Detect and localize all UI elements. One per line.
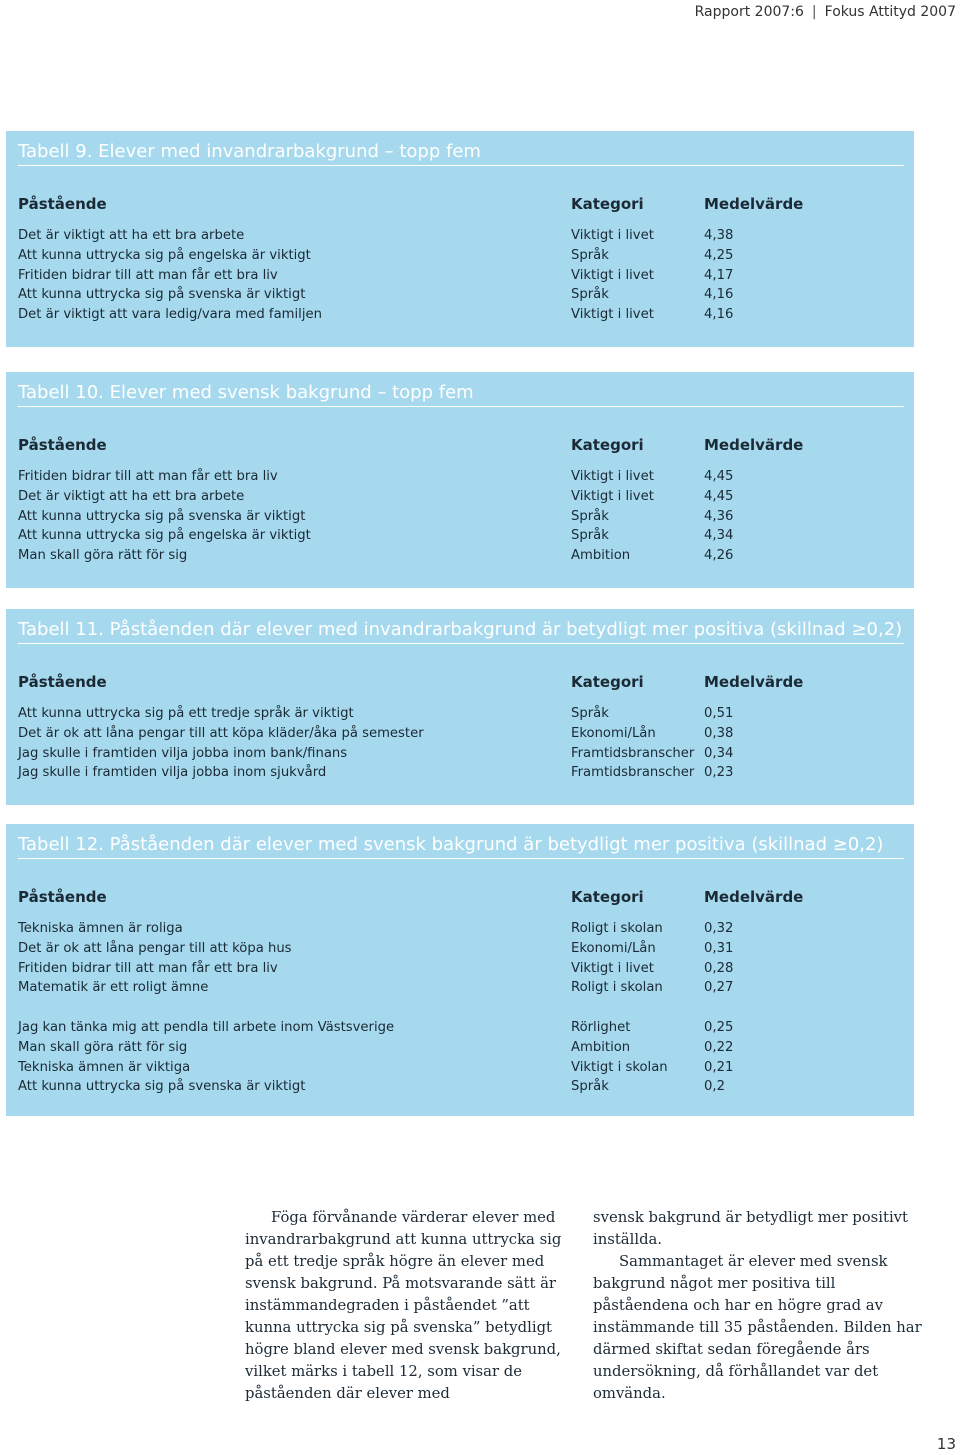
statement-cell: Att kunna uttrycka sig på svenska är viktigt: [18, 508, 306, 524]
category-cell: Språk: [571, 247, 609, 263]
mean-cell: 0,28: [704, 960, 734, 976]
table-row: [18, 509, 914, 529]
table-header-row: [18, 673, 914, 693]
column-header-mean: Medelvärde: [704, 195, 804, 213]
mean-cell: 4,38: [704, 228, 734, 243]
statement-cell: Jag kan tänka mig att pendla till arbete inom Västsverige: [18, 1019, 395, 1035]
body-column-right: [593, 1207, 923, 1405]
table-9-panel: [6, 131, 914, 347]
mean-cell: 0,21: [704, 1059, 734, 1075]
table-body: [18, 706, 914, 785]
table-title: Tabell 11. Påståenden där elever med invandrarbakgrund är betydligt mer positiva (skillnad ≥0,2): [18, 619, 904, 644]
mean-cell: 4,36: [704, 508, 734, 524]
column-header-statement: Påstående: [18, 436, 107, 454]
mean-cell: 4,34: [704, 528, 734, 544]
table-header-row: [18, 195, 914, 215]
category-cell: Språk: [571, 1079, 609, 1095]
table-12-panel: [6, 824, 914, 1116]
table-header-row: [18, 888, 914, 908]
column-header-mean: Medelvärde: [704, 436, 804, 454]
category-cell: Viktigt i livet: [571, 267, 654, 283]
table-row: [18, 287, 914, 307]
category-cell: Ekonomi/Lån: [571, 940, 656, 956]
mean-cell: 0,22: [704, 1039, 734, 1055]
category-cell: Rörlighet: [571, 1019, 631, 1035]
category-cell: Roligt i skolan: [571, 980, 663, 996]
mean-cell: 4,16: [704, 307, 734, 323]
statement-cell: Att kunna uttrycka sig på svenska är viktigt: [18, 1079, 306, 1095]
row-spacer: [18, 1000, 914, 1020]
mean-cell: 0,25: [704, 1019, 734, 1035]
category-cell: Språk: [571, 706, 609, 721]
mean-cell: 4,26: [704, 548, 734, 564]
mean-cell: 0,23: [704, 765, 734, 781]
table-row: [18, 1020, 914, 1040]
column-header-mean: Medelvärde: [704, 673, 804, 691]
mean-cell: 0,2: [704, 1079, 725, 1095]
category-cell: Viktigt i livet: [571, 488, 654, 504]
report-series: Fokus Attityd 2007: [824, 4, 956, 20]
category-cell: Viktigt i livet: [571, 228, 654, 243]
category-cell: Ambition: [571, 548, 631, 564]
table-body: [18, 921, 914, 1099]
table-body: [18, 228, 914, 327]
table-row: [18, 548, 914, 568]
statement-cell: Tekniska ämnen är roliga: [18, 921, 183, 936]
statement-cell: Matematik är ett roligt ämne: [18, 980, 209, 996]
body-paragraph: Föga förvånande värderar elever med invandrarbakgrund att kunna uttrycka sig på ett tredje språk högre än elever med svensk bakgrund. På motsvarande sätt är instämmandegraden i påståendet ”att kunna uttrycka sig på svenska” betydligt högre bland elever med svensk bakgrund, vilket märks i tabell 12, som visar de påståenden där elever med: [245, 1209, 562, 1402]
statement-cell: Tekniska ämnen är viktiga: [18, 1059, 191, 1075]
statement-cell: Att kunna uttrycka sig på svenska är viktigt: [18, 287, 306, 303]
body-paragraph: Sammantaget är elever med svensk bakgrund något mer positiva till påståendena och har en högre grad av instämmande till 35 påståenden. Bilden har därmed skiftat sedan föregående års undersökning, då förhållandet var det omvända.: [593, 1253, 922, 1402]
report-number: Rapport 2007:6: [694, 4, 804, 20]
table-10-panel: [6, 372, 914, 588]
column-header-category: Kategori: [571, 195, 644, 213]
statement-cell: Att kunna uttrycka sig på engelska är viktigt: [18, 247, 311, 263]
category-cell: Framtidsbranscher: [571, 745, 695, 761]
statement-cell: Att kunna uttrycka sig på engelska är viktigt: [18, 528, 311, 544]
column-header-category: Kategori: [571, 888, 644, 906]
mean-cell: 4,45: [704, 488, 734, 504]
table-row: [18, 1040, 914, 1060]
page-header: [695, 0, 956, 24]
mean-cell: 4,25: [704, 247, 734, 263]
category-cell: Ekonomi/Lån: [571, 725, 656, 741]
category-cell: Viktigt i livet: [571, 307, 654, 323]
table-row: [18, 268, 914, 288]
mean-cell: 0,34: [704, 745, 734, 761]
table-row: [18, 248, 914, 268]
statement-cell: Fritiden bidrar till att man får ett bra liv: [18, 960, 278, 976]
category-cell: Viktigt i livet: [571, 469, 654, 484]
category-cell: Ambition: [571, 1039, 631, 1055]
column-header-category: Kategori: [571, 436, 644, 454]
table-row: [18, 1079, 914, 1099]
table-row: [18, 980, 914, 1000]
table-row: [18, 726, 914, 746]
statement-cell: Att kunna uttrycka sig på ett tredje språk är viktigt: [18, 706, 354, 721]
table-row: [18, 228, 914, 248]
table-row: [18, 746, 914, 766]
mean-cell: 0,38: [704, 725, 734, 741]
statement-cell: Fritiden bidrar till att man får ett bra liv: [18, 469, 278, 484]
mean-cell: 4,45: [704, 469, 734, 484]
body-paragraph: svensk bakgrund är betydligt mer positivt inställda.: [593, 1209, 908, 1248]
table-row: [18, 765, 914, 785]
column-header-category: Kategori: [571, 673, 644, 691]
statement-cell: Det är viktigt att vara ledig/vara med familjen: [18, 307, 322, 323]
table-row: [18, 1060, 914, 1080]
category-cell: Viktigt i skolan: [571, 1059, 668, 1075]
table-row: [18, 961, 914, 981]
statement-cell: Man skall göra rätt för sig: [18, 1039, 188, 1055]
table-title: Tabell 10. Elever med svensk bakgrund – topp fem: [18, 382, 904, 407]
mean-cell: 0,31: [704, 940, 734, 956]
statement-cell: Det är viktigt att ha ett bra arbete: [18, 228, 245, 243]
statement-cell: Man skall göra rätt för sig: [18, 548, 188, 564]
mean-cell: 4,17: [704, 267, 734, 283]
table-row: [18, 921, 914, 941]
page-number: 13: [936, 1435, 956, 1453]
mean-cell: 4,16: [704, 287, 734, 303]
table-row: [18, 941, 914, 961]
category-cell: Språk: [571, 508, 609, 524]
statement-cell: Fritiden bidrar till att man får ett bra liv: [18, 267, 278, 283]
table-title: Tabell 12. Påståenden där elever med svensk bakgrund är betydligt mer positiva (skillnad ≥0,2): [18, 834, 904, 859]
column-header-statement: Påstående: [18, 673, 107, 691]
header-separator: |: [811, 4, 817, 20]
statement-cell: Jag skulle i framtiden vilja jobba inom bank/finans: [18, 745, 348, 761]
category-cell: Roligt i skolan: [571, 921, 663, 936]
table-body: [18, 469, 914, 568]
table-row: [18, 307, 914, 327]
statement-cell: Det är ok att låna pengar till att köpa hus: [18, 940, 292, 956]
mean-cell: 0,32: [704, 921, 734, 936]
mean-cell: 0,51: [704, 706, 734, 721]
category-cell: Språk: [571, 287, 609, 303]
statement-cell: Det är ok att låna pengar till att köpa kläder/åka på semester: [18, 725, 424, 741]
statement-cell: Jag skulle i framtiden vilja jobba inom sjukvård: [18, 765, 327, 781]
table-row: [18, 469, 914, 489]
column-header-mean: Medelvärde: [704, 888, 804, 906]
category-cell: Framtidsbranscher: [571, 765, 695, 781]
table-row: [18, 489, 914, 509]
category-cell: Viktigt i livet: [571, 960, 654, 976]
table-title: Tabell 9. Elever med invandrarbakgrund – topp fem: [18, 141, 904, 166]
table-row: [18, 706, 914, 726]
mean-cell: 0,27: [704, 980, 734, 996]
statement-cell: Det är viktigt att ha ett bra arbete: [18, 488, 245, 504]
table-11-panel: [6, 609, 914, 805]
table-header-row: [18, 436, 914, 456]
body-column-left: [245, 1207, 570, 1405]
column-header-statement: Påstående: [18, 888, 107, 906]
category-cell: Språk: [571, 528, 609, 544]
column-header-statement: Påstående: [18, 195, 107, 213]
table-row: [18, 528, 914, 548]
